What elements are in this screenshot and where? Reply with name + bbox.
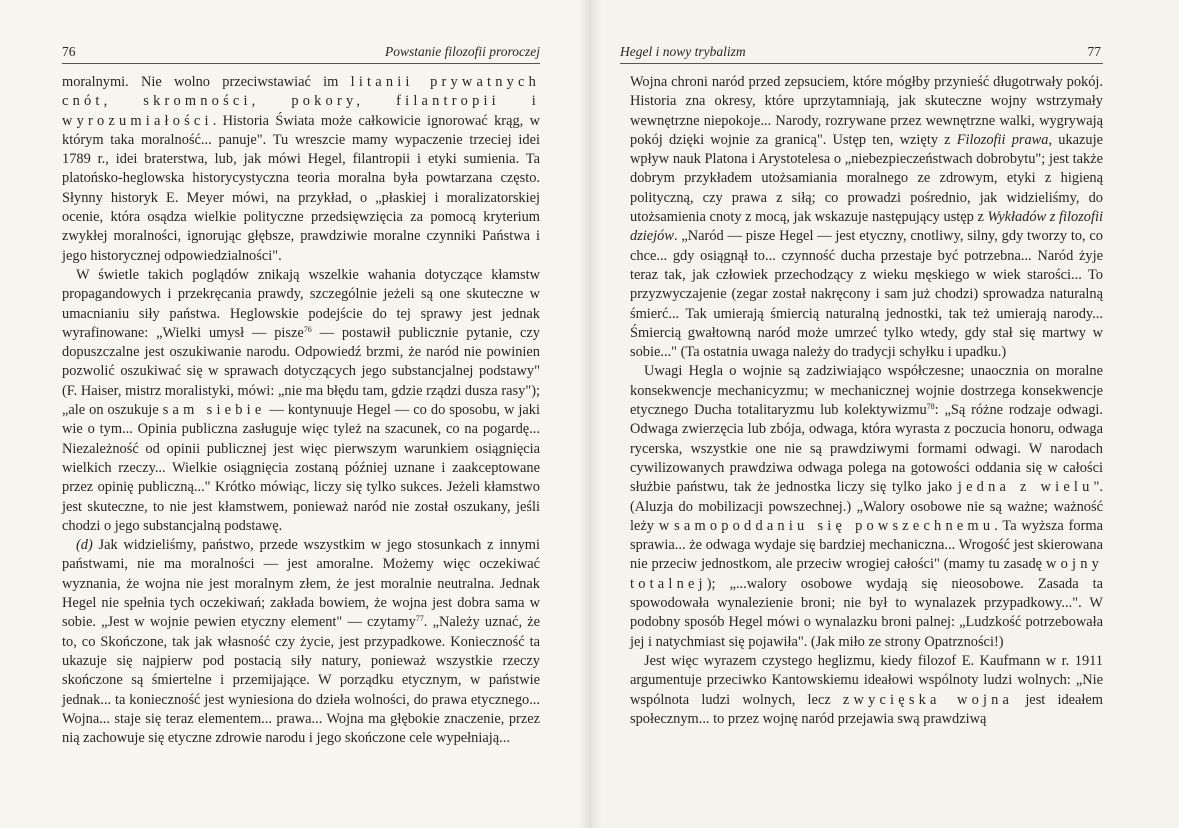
spaced-emphasis: zwycięska wojna — [842, 691, 1014, 708]
body-paragraph — [630, 652, 1103, 729]
running-title-right: Hegel i nowy trybalizm — [620, 44, 746, 59]
right-page — [590, 0, 1179, 828]
italic-text: Filozofii prawa — [956, 131, 1049, 148]
text-run: Jak widzieliśmy, państwo, przede wszystkim w jego stosunkach z innymi państwami, nie ma moralności — jest amoralne. Możemy więc oczekiwać wyznania, że wojna nie jest moralnym złem, że jest moralnie neutralna. Jednak Hegel nie spełnia tych oczekiwań; zakłada bowiem, że wojna jest dobra sama w sobie. „Jest w wojnie pewien etyczny element" — czytamy — [62, 537, 540, 631]
page-number-left: 76 — [62, 44, 76, 59]
body-paragraph — [62, 73, 540, 266]
running-head-left — [62, 41, 540, 64]
text-run: Wojna chroni naród przed zepsuciem, które mógłby przynieść długotrwały pokój. Historia zna okresy, które uprzytamniają, jak skuteczne wojny wstrzymały wewnętrzne niepokoje... Narody, rozrywane przez wewnętrzne walki, wygrywają pokój dzięki wojnie za granicą". Ustęp ten, wzięty z — [630, 74, 1103, 148]
text-run: — kontynuuje Hegel — co do sposobu, w jaki wie o tym... Opinia publiczna zasługuje więc tyleż na szacunek, co na pogardę... Niezależność od opinii publicznej jest więc pierwszym warunkiem osiągnięcia wielkich rzeczy... Wielkie osiągnięcia zostaną później uznane i zaakceptowane przez opinię publiczną..." Krótko mówiąc, liczy się tylko sukces. Jeżeli kłamstwo jest skuteczne, to nie jest kłamstwem, ponieważ naród nie został oszukany, jeśli chodzi o jego substancjalną podstawę. — [62, 402, 540, 534]
text-run: . Historia Świata może całkowicie ignorować krąg, w którym taka moralność... panuje". Tu wreszcie mamy wypaczenie trzeciej idei 1789 r., idei braterstwa, lub, jak mówi Hegel, filantropii i etyki sumienia. Ta platońsko-heglowska historycystyczna teoria moralna była powtarzana często. Słynny historyk E. Meyer mówi, na przykład, o „płaskiej i moralizatorskiej ocenie, która osądza wielkie polityczne przedsięwzięcia za pomocą kryterium zwykłej moralności, ignorując głębsze, prawdziwie moralne czynniki Państwa i jego historycznej odpowiedzialności". — [62, 112, 540, 264]
footnote-ref: 76 — [303, 324, 312, 334]
body-paragraph — [630, 362, 1103, 651]
book-gutter-shadow — [578, 0, 602, 828]
spaced-emphasis: jedna z wielu — [957, 479, 1094, 496]
footnote-ref: 77 — [415, 614, 424, 624]
body-paragraph — [62, 266, 540, 536]
text-run: Uwagi Hegla o wojnie są zadziwiająco współczesne; unaocznia on moralne konsekwencje mechanicyzmu; w mechanicznej wojnie dostrzega konsekwencje etycznego Ducha totalitaryzmu lub kolektywizmu — [630, 363, 1103, 419]
text-run: W świetle takich poglądów znikają wszelkie wahania dotyczące kłamstw propagandowych i przekręcania prawdy, szczególnie jeżeli są one skuteczne w umacnianiu siły państwa. Heglowskie podejście do tej sprawy jest jednak wyrafinowane: „Wielki umysł — pisze — [62, 266, 540, 341]
text-run: ); „...walory osobowe wydają się nieosobowe. Zasada ta spowodowała wynalezienie broni; nie był to wynalazek przypadkowy...". W podobny sposób Hegel mówi o wynalazku broni palnej: „Ludzkość potrzebowała jej i natychmiast się pojawiła". (Jak miło ze strony Opatrzności!) — [630, 575, 1103, 650]
text-run: . „Należy uznać, że to, co Skończone, tak jak własność czy życie, jest przypadkowe. Konieczność ta ukazuje się najpierw pod postacią siły natury, ponieważ wszystkie rzeczy skończone są śmiertelne i przemijające. W porządku etycznym, w państwie jednak... ta konieczność jest wyniesiona do dzieła wolności, do prawa etycznego... Wojna... staje się teraz elementem... prawa... Wojna ma głębokie znaczenie, przez nią zachowuje się etyczne zdrowie narodu i jego skończone cele wypełniają... — [62, 614, 540, 747]
italic-text: Wykładów z filozofii dziejów — [630, 209, 1103, 245]
text-run: jest ideałem społecznym... to przez wojnę naród przejawia swą prawdziwą — [630, 691, 1104, 727]
spaced-emphasis: litanii prywatnych cnót, skromności, pokory, filantropii i wyrozumiałości — [62, 74, 540, 129]
right-page-text — [630, 73, 1103, 729]
text-run: ". (Aluzja do mobilizacji powszechnej.) „Walory osobowe nie są ważne; ważność leży w — [630, 479, 1103, 534]
text-run: . Ta wyższa forma sprawia... że odwaga wydaje się bardziej mechaniczna... Wrogość jest skierowana nie przeciw jednostkom, ale przeciw wrogiej całości" (mamy tu zasadę — [630, 517, 1103, 573]
body-paragraph — [62, 536, 540, 748]
spaced-emphasis: sam siebie — [162, 402, 266, 419]
text-run: . „Naród — pisze Hegel — jest etyczny, cnotliwy, silny, gdy tworzy to, co chce... gdy osiągnął to... czynność ducha przestaje być potrzebna... Naród żyje teraz tak, jak człowiek przechodzący z wieku męskiego w wiek starości... To przyzwyczajenie (zegar został nakręcony i sam już chodzi) sprowadza naturalną śmierć... Tak umierają śmiercią naturalną jednostki, tak też umierają narody... Śmiercią gwałtowną naród może umrzeć tylko wtedy, gdy stał się martwy w sobie..." (Ta ostatnia uwaga należy do tradycji schyłku i upadku.) — [630, 228, 1103, 361]
spaced-emphasis: samopoddaniu się powszechnemu — [674, 517, 995, 534]
body-paragraph — [630, 73, 1103, 362]
italic-text: (d) — [76, 537, 93, 554]
running-title-left: Powstanie filozofii proroczej — [385, 44, 540, 59]
text-run: moralnymi. Nie wolno przeciwstawiać im — [62, 74, 351, 90]
text-run: — postawił publicznie pytanie, czy dopuszczalne jest oszukiwanie narodu. Odpowiedź brzmi, że naród nie powinien pozwolić oszukiwać się w sprawach dotyczących jego substancjalnej podstawy" (F. Haiser, mistrz moralistyki, mówi: „nie ma błędu tam, gdzie rządzi dusza rasy"); „ale on oszukuje — [62, 324, 540, 419]
text-run: : „Są różne rodzaje odwagi. Odwaga zwierzęcia lub zbója, odwaga, która wyrasta z poczucia honoru, odwaga rycerska, wszystkie one nie są prawdziwymi formami odwagi. W narodach cywilizowanych prawdziwa odwaga polega na gotowości oddania się w całości służbie państwu, tak że jednostka liczy się tylko jako — [630, 402, 1103, 496]
text-run: , ukazuje wpływ nauk Platona i Arystotelesa o „niebezpieczeństwach dobrobytu"; jest także dobrym przykładem utożsamiania moralnego ze zdrowym, etyki z higieną polityczną, czy prawa z siłą; co prowadzi pośrednio, jak widzieliśmy, do utożsamienia cnoty z mocą, jak wskazuje następujący ustęp z — [630, 131, 1103, 226]
page-number-right: 77 — [1087, 44, 1101, 59]
text-run: Jest więc wyrazem czystego heglizmu, kiedy filozof E. Kaufmann w r. 1911 argumentuje przeciwko Kantowskiemu ideałowi wspólnoty ludzi wolnych: „Nie wspólnota ludzi wolnych, lecz — [630, 652, 1103, 708]
left-page-text — [62, 73, 540, 748]
spaced-emphasis: wojny totalnej — [630, 556, 1103, 592]
running-head-right — [620, 41, 1103, 64]
footnote-ref: 78 — [926, 402, 935, 412]
